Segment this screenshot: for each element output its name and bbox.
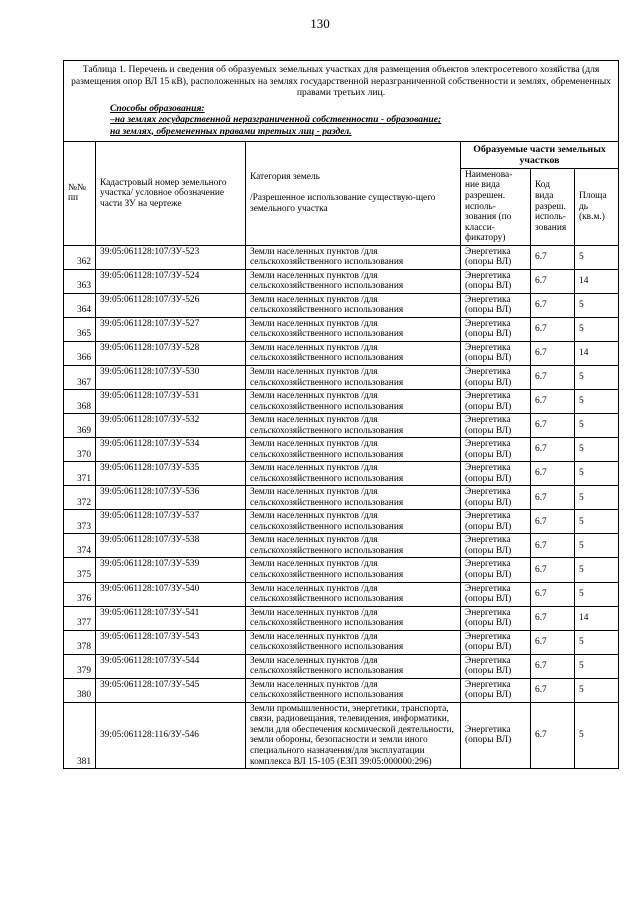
cadastral-number: 39:05:061128:107/ЗУ-528	[96, 341, 246, 365]
area-value: 14	[575, 341, 619, 365]
cadastral-number: 39:05:061128:107/ЗУ-534	[96, 438, 246, 462]
land-category: Земли промышленности, энергетики, транспорта, связи, радиовещания, телевидения, информатики, земли для обеспечения космической деятельности, земли обороны, безопасности и земли иного специального назначения/для эксплуатации комплекса ВЛ 15-105 (ЕЗП 39:05:000000:296)	[246, 702, 461, 768]
land-category: Земли населенных пунктов /для сельскохозяйственного использования	[246, 365, 461, 389]
row-number: 362	[64, 245, 96, 269]
use-code: 6.7	[531, 390, 575, 414]
land-category: Земли населенных пунктов /для сельскохозяйственного использования	[246, 438, 461, 462]
area-value: 5	[575, 510, 619, 534]
cadastral-number: 39:05:061128:107/ЗУ-536	[96, 486, 246, 510]
row-number: 380	[64, 678, 96, 702]
area-value: 14	[575, 269, 619, 293]
method-division: на землях, обремененных правами третьих лиц - раздел.	[110, 125, 352, 137]
table-row	[64, 678, 619, 702]
table-row	[64, 365, 619, 389]
table-row	[64, 414, 619, 438]
use-code: 6.7	[531, 654, 575, 678]
area-value: 5	[575, 678, 619, 702]
use-code: 6.7	[531, 678, 575, 702]
permitted-use: Энергетика (опоры ВЛ)	[461, 365, 531, 389]
area-value: 5	[575, 438, 619, 462]
table-row	[64, 293, 619, 317]
permitted-use: Энергетика (опоры ВЛ)	[461, 245, 531, 269]
table-row	[64, 606, 619, 630]
area-value: 14	[575, 606, 619, 630]
land-category: Земли населенных пунктов /для сельскохозяйственного использования	[246, 414, 461, 438]
table-caption	[64, 61, 619, 142]
table-row	[64, 534, 619, 558]
cadastral-number: 39:05:061128:107/ЗУ-543	[96, 630, 246, 654]
permitted-use: Энергетика (опоры ВЛ)	[461, 293, 531, 317]
land-category: Земли населенных пунктов /для сельскохозяйственного использования	[246, 462, 461, 486]
use-code: 6.7	[531, 702, 575, 768]
table-row	[64, 582, 619, 606]
land-category: Земли населенных пунктов /для сельскохозяйственного использования	[246, 630, 461, 654]
cadastral-number: 39:05:061128:107/ЗУ-541	[96, 606, 246, 630]
row-number: 378	[64, 630, 96, 654]
use-code: 6.7	[531, 510, 575, 534]
land-category: Земли населенных пунктов /для сельскохозяйственного использования	[246, 341, 461, 365]
table-row	[64, 630, 619, 654]
permitted-use: Энергетика (опоры ВЛ)	[461, 414, 531, 438]
permitted-use: Энергетика (опоры ВЛ)	[461, 438, 531, 462]
table-row	[64, 269, 619, 293]
cadastral-number: 39:05:061128:116/ЗУ-546	[96, 702, 246, 768]
permitted-use: Энергетика (опоры ВЛ)	[461, 606, 531, 630]
cadastral-number: 39:05:061128:107/ЗУ-545	[96, 678, 246, 702]
area-value: 5	[575, 365, 619, 389]
table-row	[64, 341, 619, 365]
use-code: 6.7	[531, 414, 575, 438]
header-cadastral: Кадастровый номер земельного участка/ условное обозначение части ЗУ на чертеже	[96, 142, 246, 246]
land-category: Земли населенных пунктов /для сельскохозяйственного использования	[246, 269, 461, 293]
methods-heading: Способы образования:	[110, 102, 205, 114]
area-value: 5	[575, 317, 619, 341]
area-value: 5	[575, 558, 619, 582]
row-number: 367	[64, 365, 96, 389]
use-code: 6.7	[531, 534, 575, 558]
page-number: 130	[310, 16, 330, 31]
permitted-use: Энергетика (опоры ВЛ)	[461, 678, 531, 702]
row-number: 371	[64, 462, 96, 486]
cadastral-number: 39:05:061128:107/ЗУ-527	[96, 317, 246, 341]
table-row	[64, 390, 619, 414]
permitted-use: Энергетика (опоры ВЛ)	[461, 462, 531, 486]
cadastral-number: 39:05:061128:107/ЗУ-539	[96, 558, 246, 582]
permitted-use: Энергетика (опоры ВЛ)	[461, 702, 531, 768]
row-number: 381	[64, 702, 96, 768]
row-number: 365	[64, 317, 96, 341]
use-code: 6.7	[531, 293, 575, 317]
row-number: 377	[64, 606, 96, 630]
permitted-use: Энергетика (опоры ВЛ)	[461, 269, 531, 293]
header-category: Категория земель /Разрешенное использование существую-щего земельного участка	[246, 142, 461, 246]
method-formation: –на землях государственной неразграниченной собственности - образование;	[110, 114, 442, 125]
row-number: 376	[64, 582, 96, 606]
permitted-use: Энергетика (опоры ВЛ)	[461, 654, 531, 678]
row-number: 368	[64, 390, 96, 414]
area-value: 5	[575, 414, 619, 438]
formation-methods	[70, 103, 612, 138]
area-value: 5	[575, 630, 619, 654]
header-use-name: Наименова-ние вида разрешен. исполь-зования (по класси-фикатору)	[461, 168, 531, 245]
use-code: 6.7	[531, 606, 575, 630]
land-category: Земли населенных пунктов /для сельскохозяйственного использования	[246, 582, 461, 606]
cadastral-number: 39:05:061128:107/ЗУ-532	[96, 414, 246, 438]
land-category: Земли населенных пунктов /для сельскохозяйственного использования	[246, 558, 461, 582]
row-number: 374	[64, 534, 96, 558]
land-category: Земли населенных пунктов /для сельскохозяйственного использования	[246, 654, 461, 678]
cadastral-number: 39:05:061128:107/ЗУ-544	[96, 654, 246, 678]
area-value: 5	[575, 462, 619, 486]
row-number: 363	[64, 269, 96, 293]
land-category: Земли населенных пунктов /для сельскохозяйственного использования	[246, 510, 461, 534]
use-code: 6.7	[531, 245, 575, 269]
cadastral-number: 39:05:061128:107/ЗУ-540	[96, 582, 246, 606]
permitted-use: Энергетика (опоры ВЛ)	[461, 558, 531, 582]
row-number: 373	[64, 510, 96, 534]
cadastral-number: 39:05:061128:107/ЗУ-531	[96, 390, 246, 414]
row-number: 366	[64, 341, 96, 365]
header-use-code: Код вида разреш. исполь-зования	[531, 168, 575, 245]
cadastral-number: 39:05:061128:107/ЗУ-526	[96, 293, 246, 317]
table-row	[64, 654, 619, 678]
table-row	[64, 317, 619, 341]
area-value: 5	[575, 534, 619, 558]
row-number: 370	[64, 438, 96, 462]
permitted-use: Энергетика (опоры ВЛ)	[461, 510, 531, 534]
caption-title: Таблица 1. Перечень и сведения об образуемых земельных участках для размещения объектов электросетевого хозяйства (для размещения опор ВЛ 15 кВ), расположенных на землях государственной неразграниченной собственности и землях, обремененных правами третьих лиц.	[71, 64, 611, 98]
header-formed-parts: Образуемые части земельных участков	[461, 142, 619, 169]
cadastral-number: 39:05:061128:107/ЗУ-537	[96, 510, 246, 534]
land-category: Земли населенных пунктов /для сельскохозяйственного использования	[246, 317, 461, 341]
table-row	[64, 558, 619, 582]
area-value: 5	[575, 702, 619, 768]
use-code: 6.7	[531, 630, 575, 654]
use-code: 6.7	[531, 269, 575, 293]
area-value: 5	[575, 390, 619, 414]
header-num: №№ пп	[64, 142, 96, 246]
use-code: 6.7	[531, 558, 575, 582]
land-category: Земли населенных пунктов /для сельскохозяйственного использования	[246, 606, 461, 630]
area-value: 5	[575, 582, 619, 606]
use-code: 6.7	[531, 365, 575, 389]
table-row	[64, 486, 619, 510]
row-number: 375	[64, 558, 96, 582]
header-area: Площа дь (кв.м.)	[575, 168, 619, 245]
land-category: Земли населенных пунктов /для сельскохозяйственного использования	[246, 486, 461, 510]
table-row	[64, 438, 619, 462]
land-plots-table	[63, 60, 619, 769]
use-code: 6.7	[531, 341, 575, 365]
land-category: Земли населенных пунктов /для сельскохозяйственного использования	[246, 245, 461, 269]
land-category: Земли населенных пунктов /для сельскохозяйственного использования	[246, 534, 461, 558]
row-number: 372	[64, 486, 96, 510]
permitted-use: Энергетика (опоры ВЛ)	[461, 341, 531, 365]
area-value: 5	[575, 486, 619, 510]
area-value: 5	[575, 245, 619, 269]
use-code: 6.7	[531, 582, 575, 606]
land-category: Земли населенных пунктов /для сельскохозяйственного использования	[246, 293, 461, 317]
use-code: 6.7	[531, 486, 575, 510]
permitted-use: Энергетика (опоры ВЛ)	[461, 317, 531, 341]
cadastral-number: 39:05:061128:107/ЗУ-538	[96, 534, 246, 558]
table-body	[64, 245, 619, 702]
cadastral-number: 39:05:061128:107/ЗУ-530	[96, 365, 246, 389]
cadastral-number: 39:05:061128:107/ЗУ-535	[96, 462, 246, 486]
permitted-use: Энергетика (опоры ВЛ)	[461, 582, 531, 606]
row-number: 379	[64, 654, 96, 678]
use-code: 6.7	[531, 462, 575, 486]
row-number: 369	[64, 414, 96, 438]
permitted-use: Энергетика (опоры ВЛ)	[461, 630, 531, 654]
cadastral-number: 39:05:061128:107/ЗУ-524	[96, 269, 246, 293]
use-code: 6.7	[531, 438, 575, 462]
row-number: 364	[64, 293, 96, 317]
area-value: 5	[575, 654, 619, 678]
cadastral-number: 39:05:061128:107/ЗУ-523	[96, 245, 246, 269]
land-category: Земли населенных пунктов /для сельскохозяйственного использования	[246, 390, 461, 414]
table-row	[64, 510, 619, 534]
use-code: 6.7	[531, 317, 575, 341]
table-row	[64, 462, 619, 486]
area-value: 5	[575, 293, 619, 317]
land-category: Земли населенных пунктов /для сельскохозяйственного использования	[246, 678, 461, 702]
permitted-use: Энергетика (опоры ВЛ)	[461, 534, 531, 558]
table-row	[64, 245, 619, 269]
permitted-use: Энергетика (опоры ВЛ)	[461, 390, 531, 414]
permitted-use: Энергетика (опоры ВЛ)	[461, 486, 531, 510]
